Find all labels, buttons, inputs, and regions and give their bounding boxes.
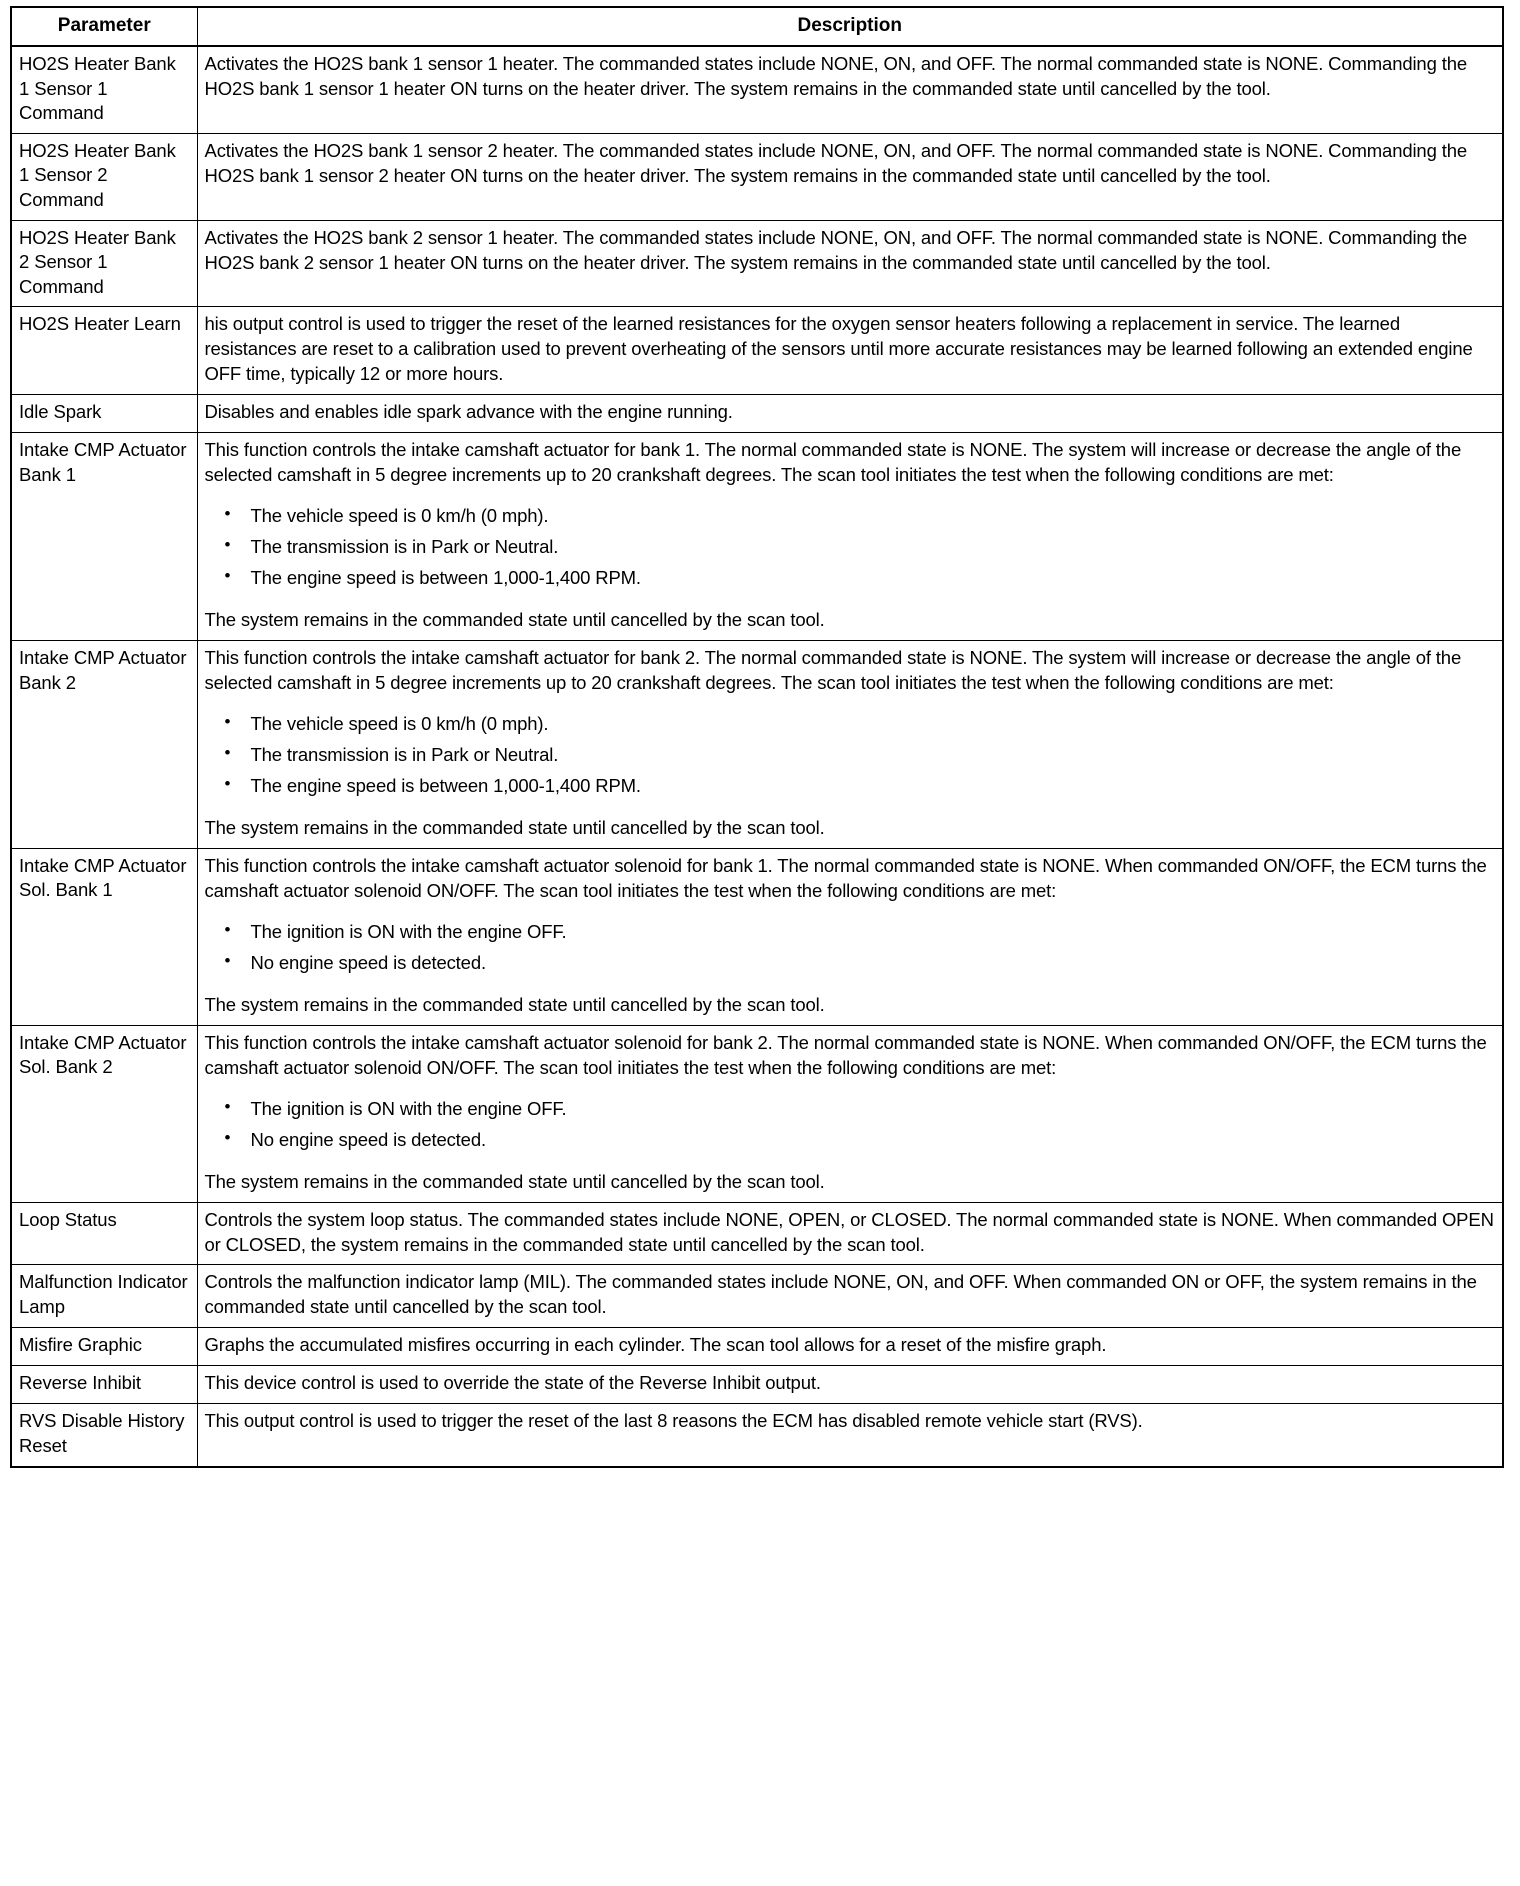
description-paragraph: Graphs the accumulated misfires occurring in each cylinder. The scan tool allows for a reset of the misfire graph. bbox=[204, 1334, 1107, 1356]
parameter-cell: HO2S Heater Bank 2 Sensor 1 Command bbox=[11, 220, 197, 307]
description-paragraph: Controls the system loop status. The commanded states include NONE, OPEN, or CLOSED. The normal commanded state is NONE. When commanded OPEN or CLOSED, the system remains in the commanded state until cancelled by the scan tool. bbox=[204, 1208, 1494, 1255]
table-row bbox=[11, 307, 1503, 395]
condition-list bbox=[205, 504, 1496, 591]
list-item: • No engine speed is detected. bbox=[251, 1128, 1496, 1153]
description-paragraph: The system remains in the commanded state until cancelled by the scan tool. bbox=[204, 1170, 825, 1192]
parameter-cell: HO2S Heater Bank 1 Sensor 2 Command bbox=[11, 133, 197, 220]
table-row bbox=[11, 1328, 1503, 1366]
description-cell bbox=[197, 307, 1503, 395]
description-cell bbox=[197, 46, 1503, 133]
table-row bbox=[11, 1202, 1503, 1265]
description-paragraph: This device control is used to override the state of the Reverse Inhibit output. bbox=[204, 1372, 821, 1394]
description-cell bbox=[197, 133, 1503, 220]
list-item: • The transmission is in Park or Neutral. bbox=[251, 743, 1496, 768]
table-row bbox=[11, 133, 1503, 220]
parameter-cell: Intake CMP Actuator Sol. Bank 1 bbox=[11, 848, 197, 1025]
table-row bbox=[11, 1366, 1503, 1404]
table-row bbox=[11, 1025, 1503, 1202]
parameter-description-table bbox=[10, 6, 1504, 1468]
description-paragraph: Disables and enables idle spark advance with the engine running. bbox=[204, 401, 733, 423]
description-cell bbox=[197, 1202, 1503, 1265]
parameter-cell: Loop Status bbox=[11, 1202, 197, 1265]
description-cell bbox=[197, 220, 1503, 307]
list-item: • The vehicle speed is 0 km/h (0 mph). bbox=[251, 504, 1496, 529]
list-item: • The engine speed is between 1,000-1,400 RPM. bbox=[251, 774, 1496, 799]
description-paragraph: This function controls the intake camshaft actuator for bank 2. The normal commanded state is NONE. The system will increase or decrease the angle of the selected camshaft in 5 degree increments up to 20 crankshaft degrees. The scan tool initiates the test when the following conditions are met: bbox=[204, 647, 1462, 693]
column-header-parameter: Parameter bbox=[11, 7, 197, 46]
condition-list bbox=[205, 1097, 1496, 1153]
description-paragraph: Controls the malfunction indicator lamp (MIL). The commanded states include NONE, ON, and OFF. When commanded ON or OFF, the system remains in the commanded state until cancelled by the scan tool. bbox=[204, 1271, 1477, 1318]
list-item: • The engine speed is between 1,000-1,400 RPM. bbox=[251, 566, 1496, 591]
description-paragraph: Activates the HO2S bank 1 sensor 1 heater. The commanded states include NONE, ON, and OFF. The normal commanded state is NONE. Commanding the HO2S bank 1 sensor 1 heater ON turns on the heater driver. The system remains in the commanded state until cancelled by the tool. bbox=[204, 53, 1467, 99]
parameter-cell: Intake CMP Actuator Bank 1 bbox=[11, 433, 197, 641]
description-cell bbox=[197, 1328, 1503, 1366]
description-cell bbox=[197, 433, 1503, 641]
parameter-cell: HO2S Heater Bank 1 Sensor 1 Command bbox=[11, 46, 197, 133]
description-cell bbox=[197, 395, 1503, 433]
parameter-cell: Reverse Inhibit bbox=[11, 1366, 197, 1404]
parameter-cell: Malfunction Indicator Lamp bbox=[11, 1265, 197, 1328]
description-paragraph: The system remains in the commanded state until cancelled by the scan tool. bbox=[204, 609, 825, 631]
parameter-cell: Intake CMP Actuator Bank 2 bbox=[11, 641, 197, 849]
parameter-cell: HO2S Heater Learn bbox=[11, 307, 197, 395]
table-row bbox=[11, 395, 1503, 433]
description-paragraph: The system remains in the commanded state until cancelled by the scan tool. bbox=[204, 816, 825, 838]
description-paragraph: his output control is used to trigger the reset of the learned resistances for the oxygen sensor heaters following a replacement in service. The learned resistances are reset to a calibration used to prevent overheating of the sensors until more accurate resistances may be learned following an extended engine OFF time, typically 12 or more hours. bbox=[204, 313, 1473, 385]
table-header-row bbox=[11, 7, 1503, 46]
description-paragraph: The system remains in the commanded state until cancelled by the scan tool. bbox=[204, 993, 825, 1015]
description-paragraph: Activates the HO2S bank 2 sensor 1 heater. The commanded states include NONE, ON, and OFF. The normal commanded state is NONE. Commanding the HO2S bank 2 sensor 1 heater ON turns on the heater driver. The system remains in the commanded state until cancelled by the tool. bbox=[204, 226, 1467, 273]
column-header-description: Description bbox=[197, 7, 1503, 46]
table-row bbox=[11, 641, 1503, 849]
table-row bbox=[11, 46, 1503, 133]
description-paragraph: This function controls the intake camshaft actuator for bank 1. The normal commanded state is NONE. The system will increase or decrease the angle of the selected camshaft in 5 degree increments up to 20 crankshaft degrees. The scan tool initiates the test when the following conditions are met: bbox=[204, 439, 1462, 486]
description-cell bbox=[197, 1265, 1503, 1328]
parameter-cell: Idle Spark bbox=[11, 395, 197, 433]
list-item: • The ignition is ON with the engine OFF. bbox=[251, 920, 1496, 945]
condition-list bbox=[205, 712, 1496, 799]
description-cell bbox=[197, 1025, 1503, 1202]
list-item: • The ignition is ON with the engine OFF. bbox=[251, 1097, 1496, 1122]
description-paragraph: This function controls the intake camshaft actuator solenoid for bank 1. The normal commanded state is NONE. When commanded ON/OFF, the ECM turns the camshaft actuator solenoid ON/OFF. The scan tool initiates the test when the following conditions are met: bbox=[204, 854, 1487, 901]
list-item: • The vehicle speed is 0 km/h (0 mph). bbox=[251, 712, 1496, 737]
condition-list bbox=[205, 920, 1496, 976]
table-body bbox=[11, 46, 1503, 1467]
description-paragraph: Activates the HO2S bank 1 sensor 2 heater. The commanded states include NONE, ON, and OFF. The normal commanded state is NONE. Commanding the HO2S bank 1 sensor 2 heater ON turns on the heater driver. The system remains in the commanded state until cancelled by the tool. bbox=[204, 139, 1467, 186]
table-row bbox=[11, 433, 1503, 641]
description-cell bbox=[197, 1404, 1503, 1467]
parameter-cell: Misfire Graphic bbox=[11, 1328, 197, 1366]
parameter-cell: RVS Disable History Reset bbox=[11, 1404, 197, 1467]
list-item: • The transmission is in Park or Neutral. bbox=[251, 535, 1496, 560]
description-paragraph: This output control is used to trigger the reset of the last 8 reasons the ECM has disabled remote vehicle start (RVS). bbox=[204, 1410, 1143, 1432]
table-row bbox=[11, 220, 1503, 307]
description-cell bbox=[197, 1366, 1503, 1404]
table-row bbox=[11, 848, 1503, 1025]
description-cell bbox=[197, 848, 1503, 1025]
description-cell bbox=[197, 641, 1503, 849]
parameter-cell: Intake CMP Actuator Sol. Bank 2 bbox=[11, 1025, 197, 1202]
description-paragraph: This function controls the intake camshaft actuator solenoid for bank 2. The normal commanded state is NONE. When commanded ON/OFF, the ECM turns the camshaft actuator solenoid ON/OFF. The scan tool initiates the test when the following conditions are met: bbox=[204, 1031, 1487, 1078]
table-row bbox=[11, 1404, 1503, 1467]
list-item: • No engine speed is detected. bbox=[251, 951, 1496, 976]
table-row bbox=[11, 1265, 1503, 1328]
